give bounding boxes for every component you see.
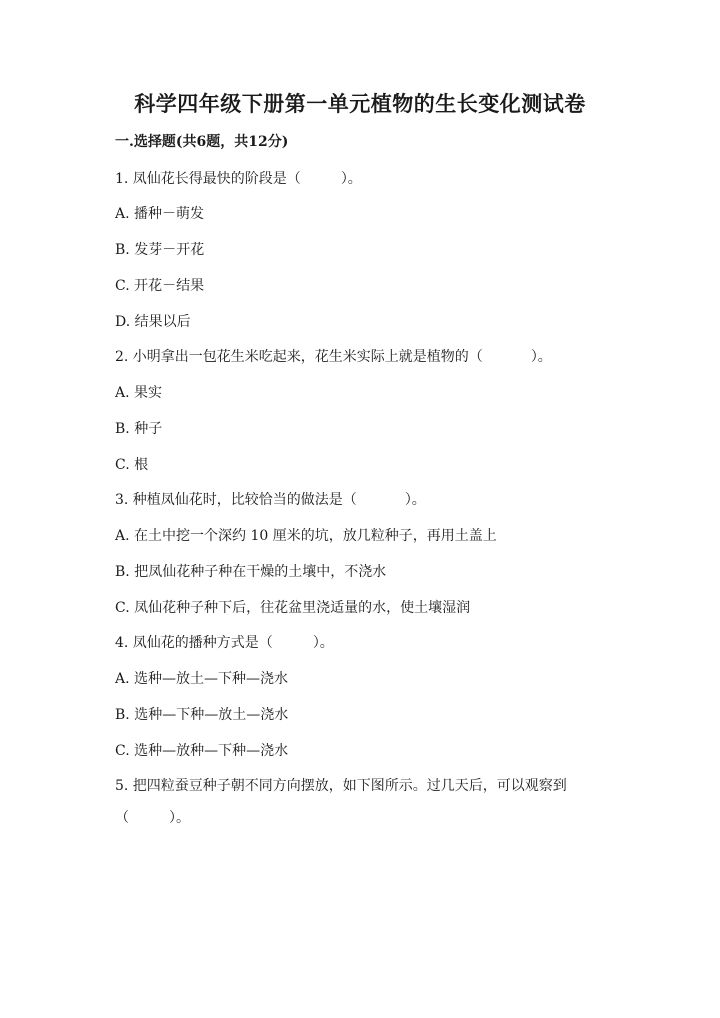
question-2-option-b: B. 种子: [115, 421, 163, 437]
question-1-stem: [115, 170, 362, 188]
question-4-stem-end: ）。: [312, 635, 334, 651]
question-2-stem-text: 2. 小明拿出一包花生米吃起来，花生米实际上就是植物的（: [115, 349, 483, 365]
question-4-option-a: A. 选种—放土—下种—浇水: [115, 671, 289, 687]
question-5-stem-end: ）。: [169, 810, 190, 826]
question-4-option-c: C. 选种—放种—下种—浇水: [115, 743, 289, 759]
question-3-option-b: B. 把凤仙花种子种在干燥的土壤中，不浇水: [115, 564, 387, 580]
question-1-option-b: B. 发芽－开花: [115, 242, 205, 258]
question-1-stem-text: 1. 凤仙花长得最快的阶段是（: [115, 171, 301, 187]
question-3-stem: [115, 491, 426, 509]
question-2-stem-end: ）。: [530, 349, 552, 365]
question-1-option-d: D. 结果以后: [115, 314, 191, 330]
question-1-stem-end: ）。: [340, 171, 362, 187]
exam-title: 科学四年级下册第一单元植物的生长变化测试卷: [134, 91, 586, 116]
question-1-option-c: C. 开花－结果: [115, 278, 205, 294]
question-5-stem: 5. 把四粒蚕豆种子朝不同方向摆放，如下图所示。过几天后，可以观察到: [115, 778, 567, 794]
question-5-stem-continued: [115, 809, 190, 827]
question-4-option-b: B. 选种—下种—放土—浇水: [115, 707, 289, 723]
question-3-stem-text: 3. 种植凤仙花时，比较恰当的做法是（: [115, 492, 357, 508]
section-heading: 一.选择题(共6题，共12分): [115, 134, 289, 150]
question-3-stem-end: ）。: [404, 492, 426, 508]
question-2-option-c: C. 根: [115, 457, 149, 473]
question-2-option-a: A. 果实: [115, 385, 163, 401]
question-3-option-a: A. 在土中挖一个深约 10 厘米的坑，放几粒种子，再用土盖上: [115, 528, 497, 544]
question-2-stem: [115, 348, 552, 366]
question-5-stem-open: （: [115, 810, 129, 826]
question-4-stem: [115, 634, 334, 652]
question-3-option-c: C. 凤仙花种子种下后，往花盆里浇适量的水，使土壤湿润: [115, 600, 471, 616]
question-1-option-a: A. 播种－萌发: [115, 206, 205, 222]
question-4-stem-text: 4. 凤仙花的播种方式是（: [115, 635, 273, 651]
